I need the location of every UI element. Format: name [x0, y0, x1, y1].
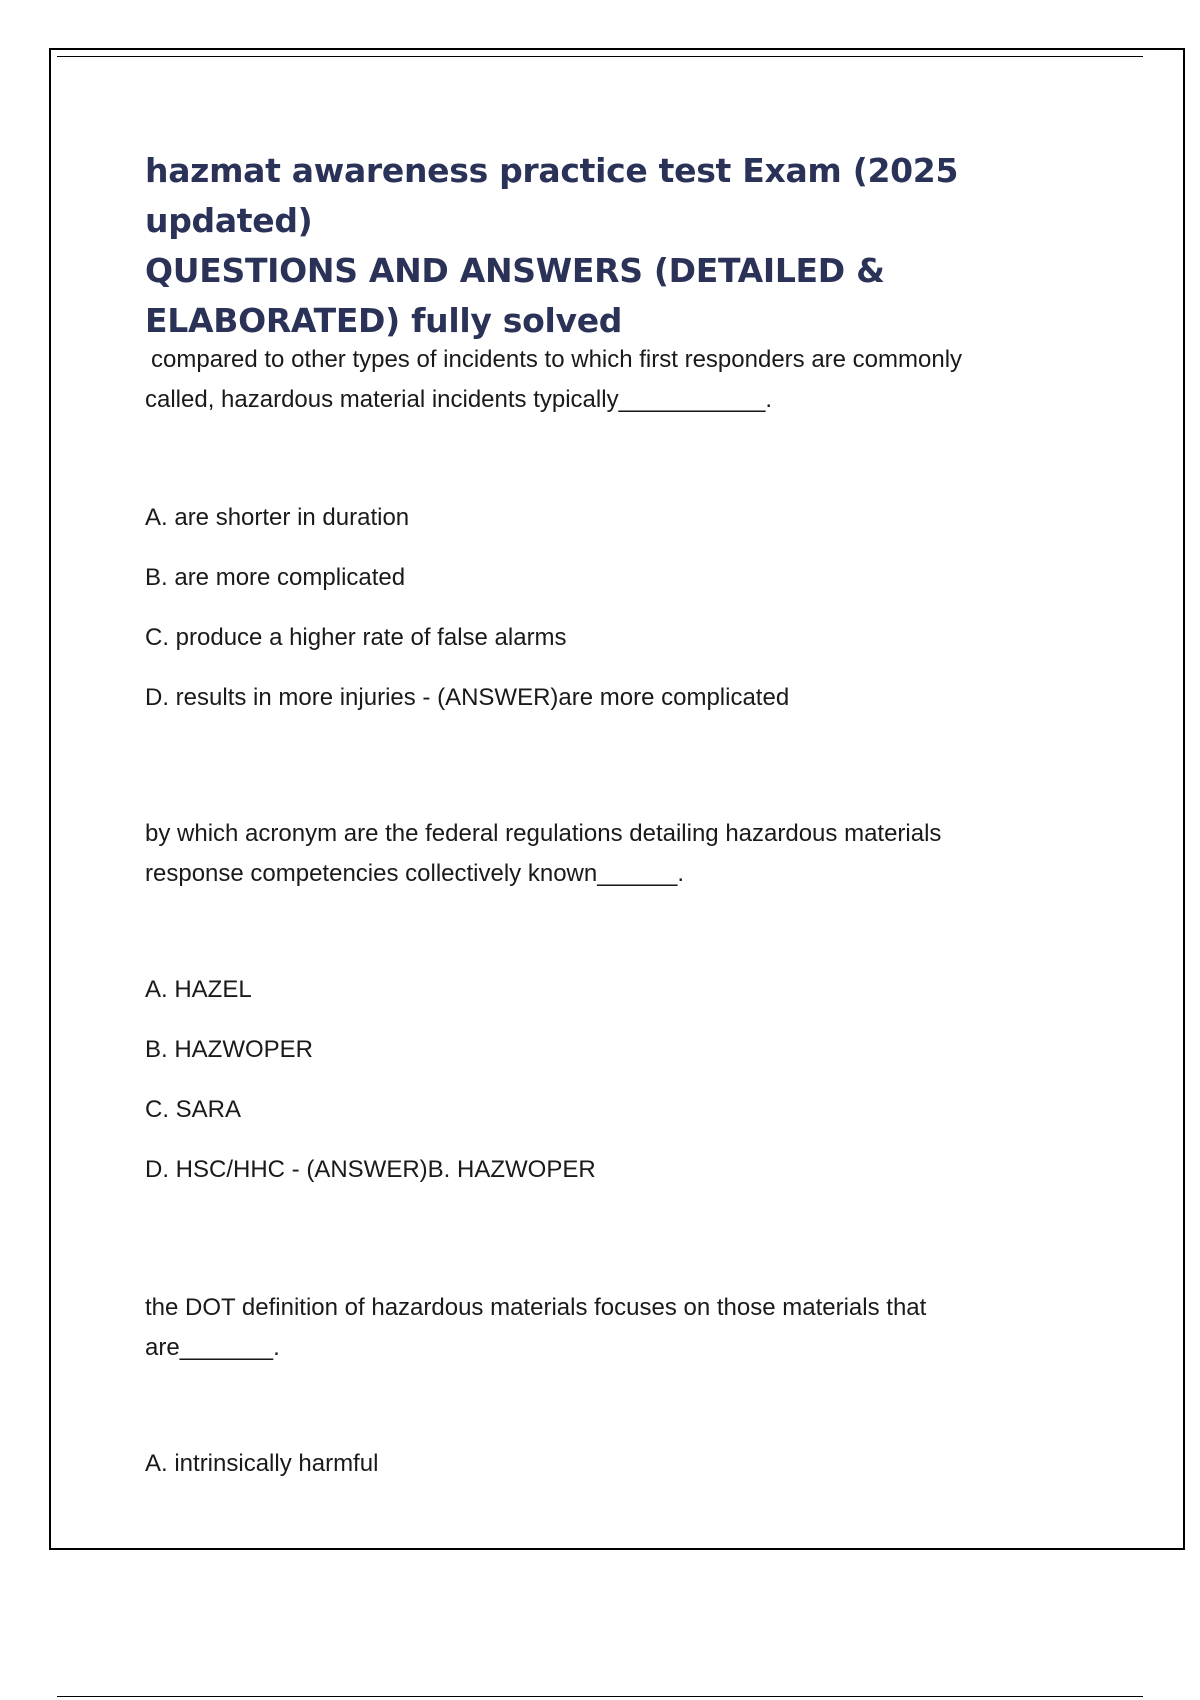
question-block-2: [145, 814, 1105, 1190]
title-line-1: hazmat awareness practice test Exam (2025 updated): [145, 151, 959, 240]
question-3-line-1: the DOT definition of hazardous materials focuses on those materials that: [145, 1294, 927, 1321]
document-body: [145, 146, 1105, 1504]
footer-rule: [57, 1696, 1143, 1697]
question-3-line-2: are_______.: [145, 1334, 280, 1361]
question-3-text: [145, 1288, 1105, 1328]
option-item: A. HAZEL: [145, 976, 252, 1003]
question-1-options: [145, 498, 1105, 718]
question-2-text: [145, 814, 1105, 854]
option-item: B. HAZWOPER: [145, 1036, 314, 1063]
question-2-options: [145, 970, 1105, 1190]
option-answer-item: D. HSC/HHC - (ANSWER)B. HAZWOPER: [145, 1156, 596, 1183]
option-answer-item: D. results in more injuries - (ANSWER)are more complicated: [145, 684, 790, 711]
title-line-2: QUESTIONS AND ANSWERS (DETAILED &: [145, 251, 885, 290]
option-item: A. are shorter in duration: [145, 504, 410, 531]
option-item: B. are more complicated: [145, 564, 406, 591]
question-1-line-1: compared to other types of incidents to which first responders are commonly: [151, 346, 963, 373]
option-item: C. produce a higher rate of false alarms: [145, 624, 567, 651]
question-1-line-2: called, hazardous material incidents typically___________.: [145, 386, 773, 413]
question-block-1: [145, 340, 1105, 718]
option-item: A. intrinsically harmful: [145, 1450, 379, 1477]
question-2-line-1: by which acronym are the federal regulations detailing hazardous materials: [145, 820, 942, 847]
question-2-text-cont: [145, 854, 1105, 894]
question-2-line-2: response competencies collectively known______.: [145, 860, 684, 887]
document-title: [145, 146, 1105, 346]
question-1-text: [145, 340, 1105, 380]
question-block-3: [145, 1288, 1105, 1484]
question-3-options: [145, 1444, 1105, 1484]
question-1-text-cont: [145, 380, 1105, 420]
title-line-3: ELABORATED) fully solved: [145, 301, 623, 340]
option-item: C. SARA: [145, 1096, 242, 1123]
header-rule: [57, 56, 1143, 57]
question-3-text-cont: [145, 1328, 1105, 1368]
